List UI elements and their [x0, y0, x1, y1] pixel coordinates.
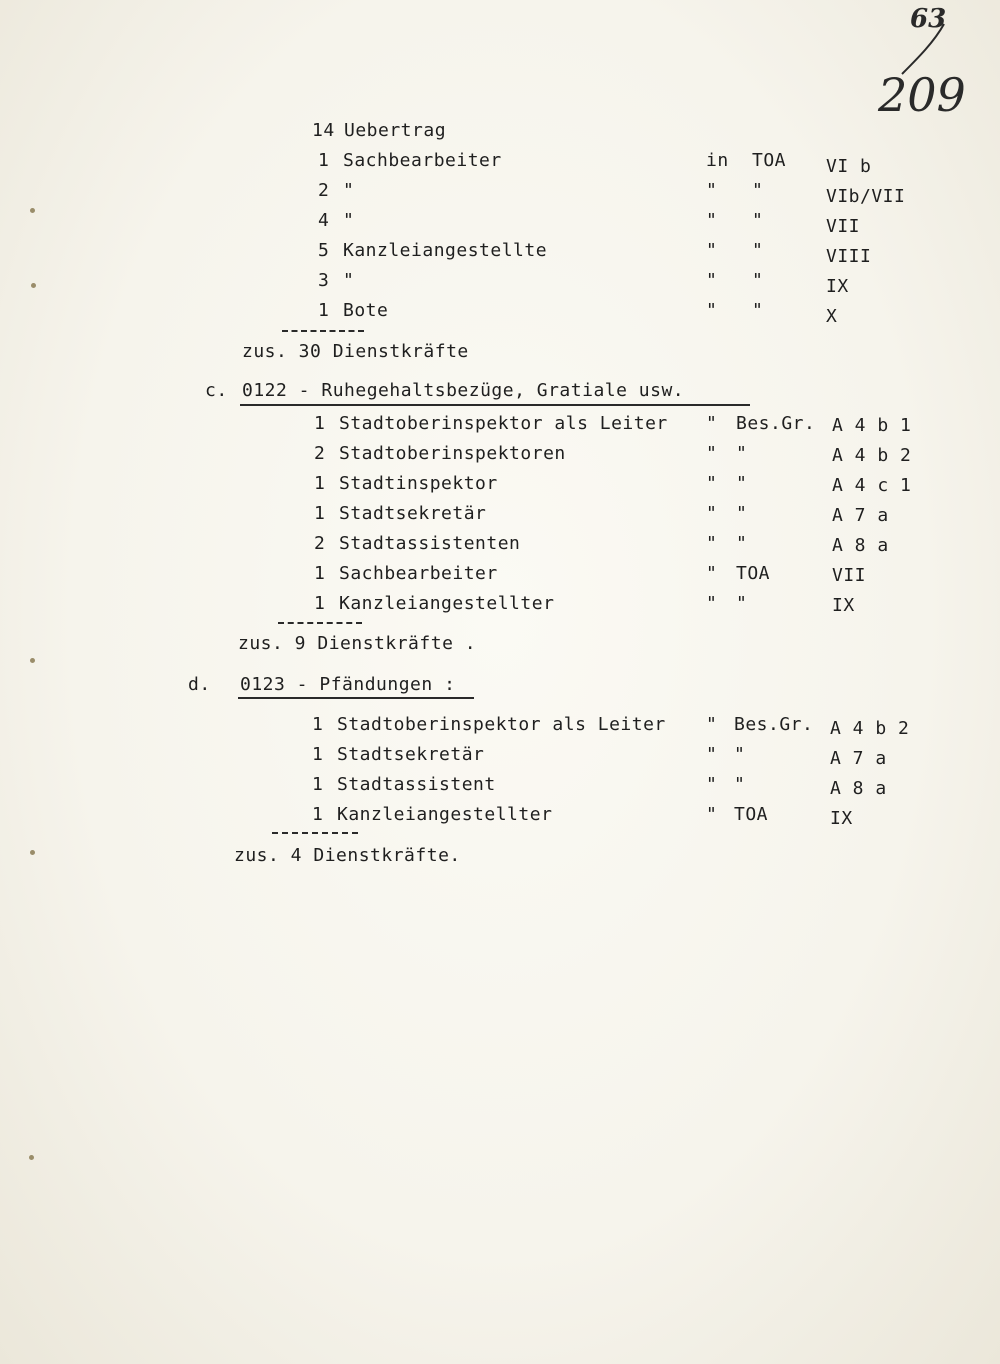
- pay-scale-prefix: ": [706, 563, 718, 584]
- pay-scale-type: TOA: [752, 150, 787, 171]
- staff-count: 1: [314, 473, 326, 494]
- staff-position: Stadtoberinspektoren: [339, 443, 566, 464]
- staff-position: Stadtoberinspektor als Leiter: [339, 413, 668, 434]
- staff-count: 1: [312, 804, 324, 825]
- total-c: zus. 9 Dienstkräfte .: [238, 633, 477, 654]
- pay-scale-prefix: ": [706, 443, 718, 464]
- pay-grade: A 8 a: [830, 778, 887, 799]
- staff-count: 3: [318, 270, 330, 291]
- pay-scale-prefix: ": [706, 180, 718, 201]
- pay-scale-prefix: ": [706, 744, 718, 765]
- staff-count: 1: [312, 714, 324, 735]
- pay-grade: X: [826, 306, 838, 327]
- pay-grade: A 4 b 1: [832, 415, 912, 436]
- pay-scale-type: ": [734, 744, 746, 765]
- uebertrag-count: 14: [312, 120, 335, 141]
- total-d: zus. 4 Dienstkräfte.: [234, 845, 461, 866]
- staff-count: 2: [318, 180, 330, 201]
- staff-position: Kanzleiangestellter: [339, 593, 555, 614]
- pay-scale-type: ": [734, 774, 746, 795]
- staff-count: 1: [312, 744, 324, 765]
- pay-grade: A 4 b 2: [830, 718, 910, 739]
- pay-scale-type: ": [736, 443, 748, 464]
- pay-scale-type: ": [736, 593, 748, 614]
- pay-scale-prefix: ": [706, 300, 718, 321]
- pay-scale-prefix: ": [706, 270, 718, 291]
- staff-count: 4: [318, 210, 330, 231]
- pay-grade: A 4 c 1: [832, 475, 912, 496]
- pay-scale-prefix: ": [706, 593, 718, 614]
- pay-scale-prefix: ": [706, 473, 718, 494]
- handwritten-folio-number: 209: [878, 68, 966, 122]
- staff-count: 1: [312, 774, 324, 795]
- staff-count: 1: [314, 563, 326, 584]
- pay-scale-type: ": [752, 240, 764, 261]
- pay-scale-prefix: ": [706, 503, 718, 524]
- staff-count: 2: [314, 443, 326, 464]
- pay-scale-type: Bes.Gr.: [734, 714, 814, 735]
- staff-count: 1: [314, 593, 326, 614]
- staff-position: Stadtsekretär: [339, 503, 487, 524]
- pay-grade: VII: [826, 216, 861, 237]
- pay-scale-prefix: ": [706, 804, 718, 825]
- sum-rule: [278, 622, 362, 624]
- section-c-letter: c.: [205, 380, 228, 401]
- pay-scale-type: ": [752, 270, 764, 291]
- total-a: zus. 30 Dienstkräfte: [242, 341, 469, 362]
- handwritten-page-number: 63: [910, 4, 947, 34]
- pay-grade: A 7 a: [832, 505, 889, 526]
- pay-scale-type: ": [752, 300, 764, 321]
- staff-count: 1: [314, 503, 326, 524]
- pay-grade: A 7 a: [830, 748, 887, 769]
- pay-grade: IX: [830, 808, 853, 829]
- sum-rule: [272, 832, 358, 834]
- pay-grade: IX: [832, 595, 855, 616]
- pay-scale-prefix: ": [706, 240, 718, 261]
- pay-scale-prefix: ": [706, 774, 718, 795]
- section-c-underline: [240, 404, 750, 406]
- staff-position: ": [343, 210, 355, 231]
- pay-scale-type: TOA: [734, 804, 769, 825]
- staff-count: 1: [318, 150, 330, 171]
- pay-scale-prefix: in: [706, 150, 729, 171]
- staff-position: Sachbearbeiter: [339, 563, 498, 584]
- pay-scale-type: ": [736, 503, 748, 524]
- section-d-letter: d.: [188, 674, 211, 695]
- sum-rule: [282, 330, 364, 332]
- pay-scale-type: Bes.Gr.: [736, 413, 816, 434]
- section-d-heading: 0123 - Pfändungen :: [240, 674, 456, 695]
- pay-scale-type: ": [736, 473, 748, 494]
- margin-mark: [29, 1155, 34, 1160]
- staff-position: ": [343, 270, 355, 291]
- staff-position: Bote: [343, 300, 389, 321]
- staff-position: ": [343, 180, 355, 201]
- pay-scale-type: ": [752, 180, 764, 201]
- staff-position: Stadtoberinspektor als Leiter: [337, 714, 666, 735]
- staff-position: Stadtassistenten: [339, 533, 521, 554]
- staff-position: Stadtinspektor: [339, 473, 498, 494]
- pay-scale-type: ": [752, 210, 764, 231]
- pay-grade: VII: [832, 565, 867, 586]
- staff-count: 1: [318, 300, 330, 321]
- pay-grade: IX: [826, 276, 849, 297]
- staff-position: Kanzleiangestellte: [343, 240, 548, 261]
- staff-position: Sachbearbeiter: [343, 150, 502, 171]
- staff-count: 1: [314, 413, 326, 434]
- pay-scale-type: ": [736, 533, 748, 554]
- pay-grade: A 4 b 2: [832, 445, 912, 466]
- pay-scale-prefix: ": [706, 413, 718, 434]
- staff-position: Stadtsekretär: [337, 744, 485, 765]
- staff-position: Stadtassistent: [337, 774, 496, 795]
- margin-mark: [30, 658, 35, 663]
- section-d-underline: [238, 697, 474, 699]
- pay-grade: VIb/VII: [826, 186, 906, 207]
- margin-mark: [30, 208, 35, 213]
- uebertrag-label: Uebertrag: [344, 120, 447, 141]
- pay-scale-prefix: ": [706, 533, 718, 554]
- pay-scale-prefix: ": [706, 714, 718, 735]
- staff-position: Kanzleiangestellter: [337, 804, 553, 825]
- pay-grade: A 8 a: [832, 535, 889, 556]
- margin-mark: [31, 283, 36, 288]
- section-c-heading: 0122 - Ruhegehaltsbezüge, Gratiale usw.: [242, 380, 685, 401]
- pay-grade: VIII: [826, 246, 872, 267]
- pay-scale-prefix: ": [706, 210, 718, 231]
- staff-count: 5: [318, 240, 330, 261]
- margin-mark: [30, 850, 35, 855]
- staff-count: 2: [314, 533, 326, 554]
- pay-scale-type: TOA: [736, 563, 771, 584]
- pay-grade: VI b: [826, 156, 872, 177]
